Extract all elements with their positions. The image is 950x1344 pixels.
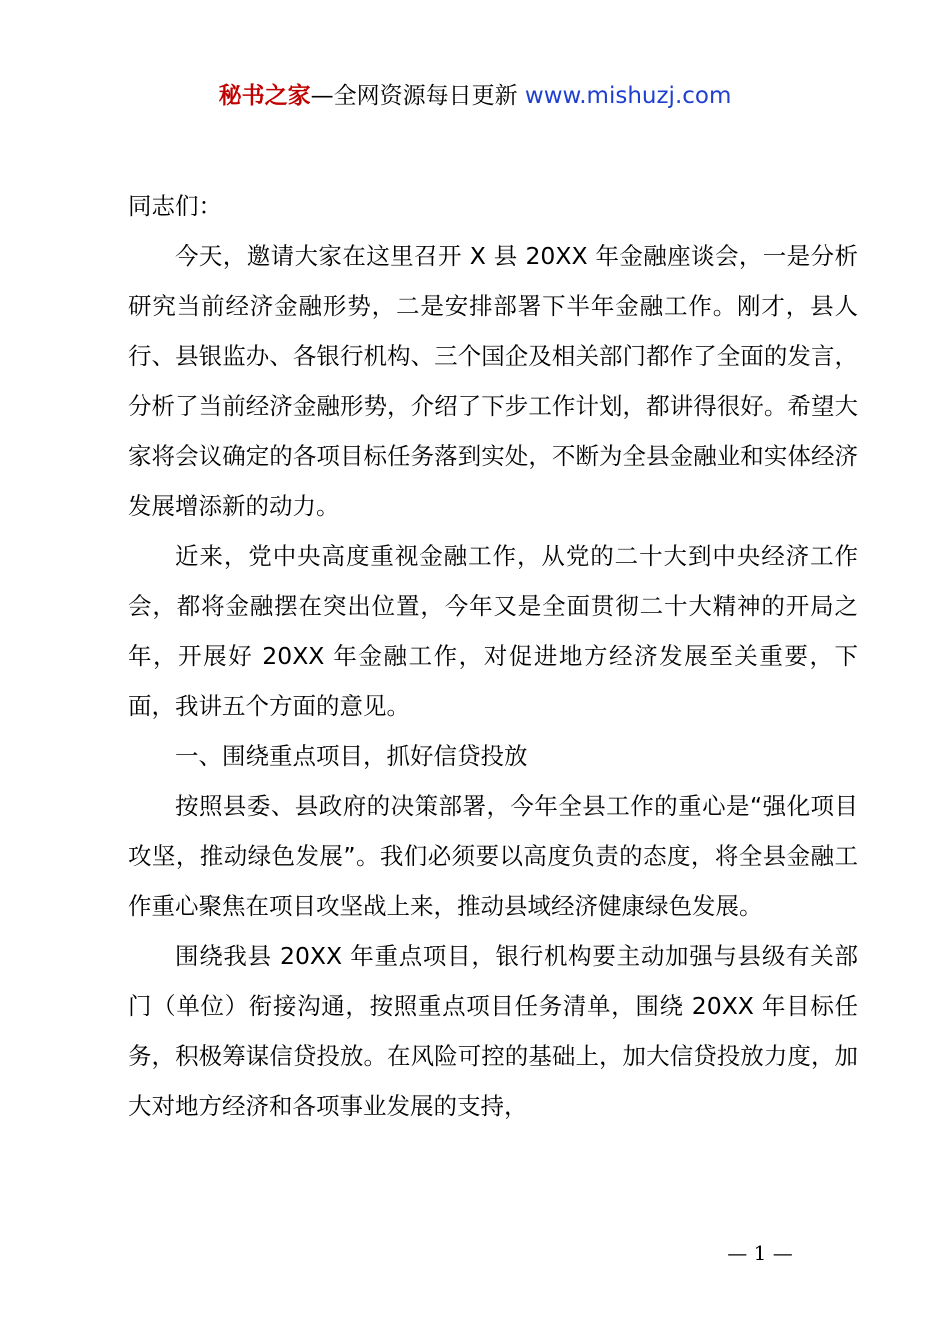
- salutation: 同志们：: [128, 192, 222, 220]
- page-number: — 1 —: [727, 1241, 793, 1265]
- section-heading-1: 一、围绕重点项目，抓好信贷投放: [175, 742, 528, 770]
- paragraph-section-1-a: 按照县委、县政府的决策部署，今年全县工作的重心是“强化项目攻坚，推动绿色发展”。我们必须要以高度负责的态度，将全县金融工作重心聚焦在项目攻坚战上来，推动县域经济健康绿色发展。: [128, 792, 858, 920]
- site-header: [0, 78, 950, 114]
- paragraph-context: 近来，党中央高度重视金融工作，从党的二十大到中央经济工作会，都将金融摆在突出位置，今年又是全面贯彻二十大精神的开局之年，开展好 20XX 年金融工作，对促进地方经济发展至关重要，下面，我讲五个方面的意见。: [128, 542, 858, 720]
- paragraph-section-1-b: 围绕我县 20XX 年重点项目，银行机构要主动加强与县级有关部门（单位）衔接沟通，按照重点项目任务清单，围绕 20XX 年目标任务，积极筹谋信贷投放。在风险可控的基础上，加大信贷投放力度，加大对地方经济和各项事业发展的支持，: [128, 942, 858, 1120]
- site-url: www.mishuzj.com: [524, 83, 732, 109]
- document-body: [128, 181, 858, 1131]
- paragraph-opening: 今天，邀请大家在这里召开 X 县 20XX 年金融座谈会，一是分析研究当前经济金融形势，二是安排部署下半年金融工作。刚才，县人行、县银监办、各银行机构、三个国企及相关部门都作了全面的发言，分析了当前经济金融形势，介绍了下步工作计划，都讲得很好。希望大家将会议确定的各项目标任务落到实处，不断为全县金融业和实体经济发展增添新的动力。: [128, 242, 858, 520]
- header-slogan: —全网资源每日更新: [310, 83, 525, 109]
- brand-name: 秘书之家: [218, 83, 311, 109]
